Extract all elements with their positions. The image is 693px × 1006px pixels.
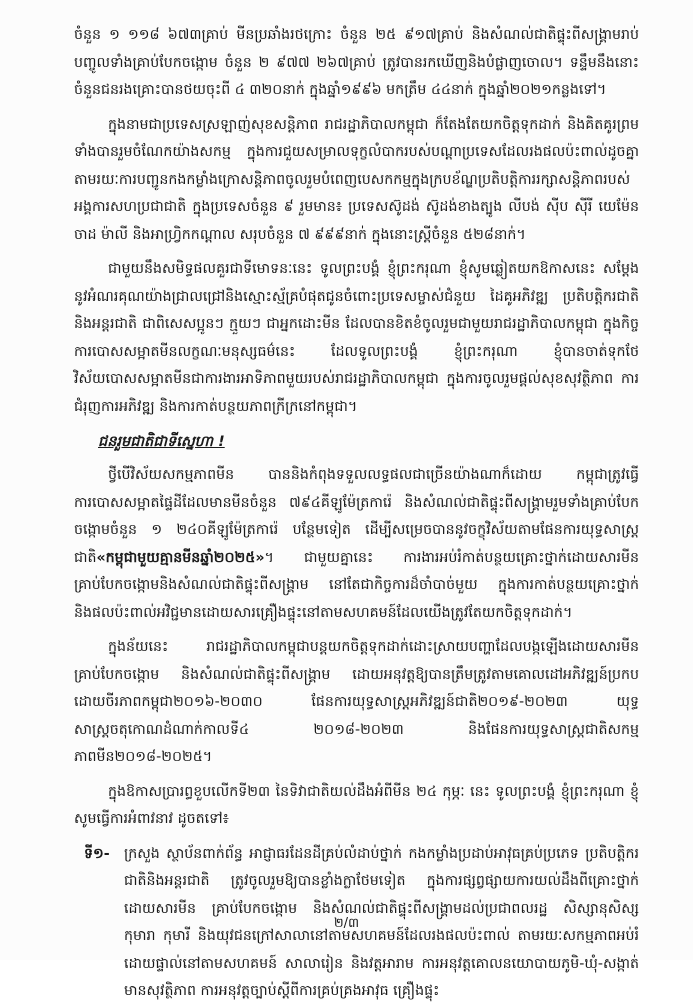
appeal-item-label: ទី១-: [84, 845, 110, 862]
paragraph-remaining-work: [74, 462, 639, 627]
paragraph-peacekeeping: ក្នុងនាមជាប្រទេសស្រឡាញ់សុខសន្តិភាព រាជរដ្ឋាភិបាលកម្ពុជា ក៏តែងតែយកចិត្តទុកដាក់ និងគិតគូរព្រមទាំងបានរួមចំណែកយ៉ាងសកម្ម ក្នុងការជួយសម្រាលទុក្ខលំបាករបស់បណ្ដាប្រទេសដែលរងផលប៉ះពាល់ដូចគ្នា តាមរយៈការបញ្ជូនកងកម្លាំងក្រោសន្តិភាពចូលរួមបំពេញបេសកកម្មក្នុងក្របខ័ណ្ឌប្រតិបត្តិការរក្សាសន្តិភាពរបស់អង្គការសហប្រជាជាតិ ក្នុងប្រទេសចំនួន ៩ រួមមាន៖ ប្រទេសស៊ូដង់ ស៊ូដង់ខាងត្បូង លីបង់ ស៊ីប ស៊ីរី យេម៉ែន ចាដ ម៉ាលី និងអាហ្វ្រិកកណ្ដាល សរុបចំនួន ៧ ៩៩៩នាក់ ក្នុងនោះស្ត្រីចំនួន ៥២៨នាក់។: [74, 116, 639, 243]
paragraph-statistics: ចំនួន ១ ១១៨ ៦៧៣គ្រាប់ មីនប្រឆាំងរថក្រោះ ចំនួន ២៥ ៩១៧គ្រាប់ និងសំណល់ជាតិផ្ទុះពីសង្គ្រាមរាប់បញ្ចូលទាំងគ្រាប់បែកចង្កោម ចំនួន ២ ៩៧៧ ២៦៧គ្រាប់ ត្រូវបានរកឃើញនិងបំផ្លាញចោល។ ទន្ទឹមនឹងនោះ ចំនួនជនរងគ្រោះបានថយចុះពី ៤ ៣២០នាក់ ក្នុងឆ្នាំ១៩៩៦ មកត្រឹម ៤៤នាក់ ក្នុងឆ្នាំ២០២១កន្លងទៅ។: [74, 27, 639, 98]
paragraph-remaining-work-part1: ថ្វីបើវិស័យសកម្មភាពមីន បាននិងកំពុងទទួលលទ្ធផលជាច្រើនយ៉ាងណាក៏ដោយ កម្ពុជាត្រូវធ្វើការបោសសម្អាតផ្ទៃដីដែលមានមីនចំនួន ៧៩៤គីឡូម៉ែត្រការ៉េ និងសំណល់ជាតិផ្ទុះពីសង្គ្រាមរួមទាំងគ្រាប់បែកចង្កោមចំនួន ១ ២៤០គីឡូម៉ែត្រការ៉េ បន្ថែមទៀត ដើម្បីសម្រេចបាននូវចក្ខុវិស័យតាមផែនការយុទ្ធសាស្រ្តជាតិ: [74, 467, 639, 566]
appeal-item-text: ក្រសួង ស្ថាប័នពាក់ព័ន្ធ អាជ្ញាធរដែនដីគ្រប់លំដាប់ថ្នាក់ កងកម្លាំងប្រដាប់អាវុធគ្រប់ប្រភេទ ប្រតិបត្តិករជាតិនិងអន្តរជាតិ ត្រូវចូលរួមឱ្យបានខ្លាំងក្លាថែមទៀត ក្នុងការផ្សព្វផ្សាយការយល់ដឹងពីគ្រោះថ្នាក់ដោយសារមីន គ្រាប់បែកចង្កោម និងសំណល់ជាតិផ្ទុះពីសង្គ្រាមដល់ប្រជាពលរដ្ឋ សិស្សានុសិស្ស កុមារា កុមារី និងយុវជនក្រៅសាលានៅតាមសហគមន៍ដែលរងផលប៉ះពាល់ តាមរយៈសកម្មភាពអប់រំដោយផ្ទាល់នៅតាមសហគមន៍ សាលារៀន និងវត្តអារាម ការអនុវត្តគោលនយោបាយភូមិ-ឃុំ-សង្កាត់មានសុវត្ថិភាព ការអនុវត្តច្បាប់ស្តីពីការគ្រប់គ្រងអាវុធ គ្រឿងផ្ទុះ: [124, 845, 639, 999]
section-heading: ជនរួមជាតិជាទីស្នេហា !: [98, 434, 225, 450]
paragraph-gratitude: ជាមួយនឹងសមិទ្ធផលគួរជាទីមោទនៈនេះ ទូលព្រះបង្គំ ខ្ញុំព្រះករុណា ខ្ញុំសូមឆ្លៀតយកឱកាសនេះ សម្ដែងនូវអំណរគុណយ៉ាងជ្រាលជ្រៅនិងស្មោះស្ម័គ្របំផុតជូនចំពោះប្រទេសម្ចាស់ជំនួយ ដៃគូអភិវឌ្ឍ ប្រតិបត្តិករជាតិ និងអន្តរជាតិ ជាពិសេសប្អូនៗ ក្មួយៗ ជាអ្នកដោះមីន ដែលបានខិតខំចូលរួមជាមួយរាជរដ្ឋាភិបាលកម្ពុជា ក្នុងកិច្ចការបោសសម្អាតមីនលក្ខណៈមនុស្សធម៌នេះ ដែលទូលព្រះបង្គំ ខ្ញុំព្រះករុណា ខ្ញុំបានចាត់ទុកថែវិស័យបោសសម្អាតមីនជាការងារអាទិភាពមួយរបស់រាជរដ្ឋាភិបាលកម្ពុជា ក្នុងការចូលរួមផ្ដល់សុខសុវត្ថិភាព ការជំរុញការអភិវឌ្ឍ និងការកាត់បន្ថយភាពក្រីក្រនៅកម្ពុជា។: [74, 261, 639, 415]
paragraph-remaining-work-part2: ។ ជាមួយគ្នានេះ ការងារអប់រំកាត់បន្ថយគ្រោះថ្នាក់ដោយសារមីន គ្រាប់បែកចង្កោមនិងសំណល់ជាតិផ្ទុះពីសង្គ្រាម នៅតែជាកិច្ចការដ៏ចាំបាច់មួយ ក្នុងការកាត់បន្ថយគ្រោះថ្នាក់ និងផលប៉ះពាល់អវិជ្ជមានដោយសារគ្រឿងផ្ទុះនៅតាមសហគមន៍ដែលយើងត្រូវតែយកចិត្តទុកដាក់។: [74, 549, 639, 621]
page-number: ២/៣: [333, 916, 360, 931]
paragraph-appeal-intro: ក្នុងឱកាសប្រារព្ធខួបលើកទី២៣ នៃទិវាជាតិយល់ដឹងអំពីមីន ២៤ កុម្ភៈ នេះ ទូលព្រះបង្គំ ខ្ញុំព្រះករុណា ខ្ញុំសូមធ្វើការអំពាវនាវ ដូចតទៅ៖: [74, 783, 639, 827]
campaign-slogan: «កម្ពុជាមួយគ្មានមីនឆ្នាំ២០២៥»: [96, 549, 265, 566]
paragraph-government-strategy: ក្នុងន័យនេះ រាជរដ្ឋាភិបាលកម្ពុជាបន្តយកចិត្តទុកដាក់ដោះស្រាយបញ្ហាដែលបង្កឡើងដោយសារមីន គ្រាប់បែកចង្កោម និងសំណល់ជាតិផ្ទុះពីសង្គ្រាម ដោយអនុវត្តឱ្យបានត្រឹមត្រូវតាមគោលដៅអភិវឌ្ឍន៍ប្រកបដោយចីរភាពកម្ពុជា២០១៦-២០៣០ ផែនការយុទ្ធសាស្រ្តអភិវឌ្ឍន៍ជាតិ២០១៩-២០២៣ យុទ្ធសាស្រ្តចតុកោណដំណាក់កាលទី៤ ២០១៨-២០២៣ និងផែនការយុទ្ធសាស្រ្តជាតិសកម្មភាពមីន២០១៨-២០២៥។: [74, 639, 639, 765]
